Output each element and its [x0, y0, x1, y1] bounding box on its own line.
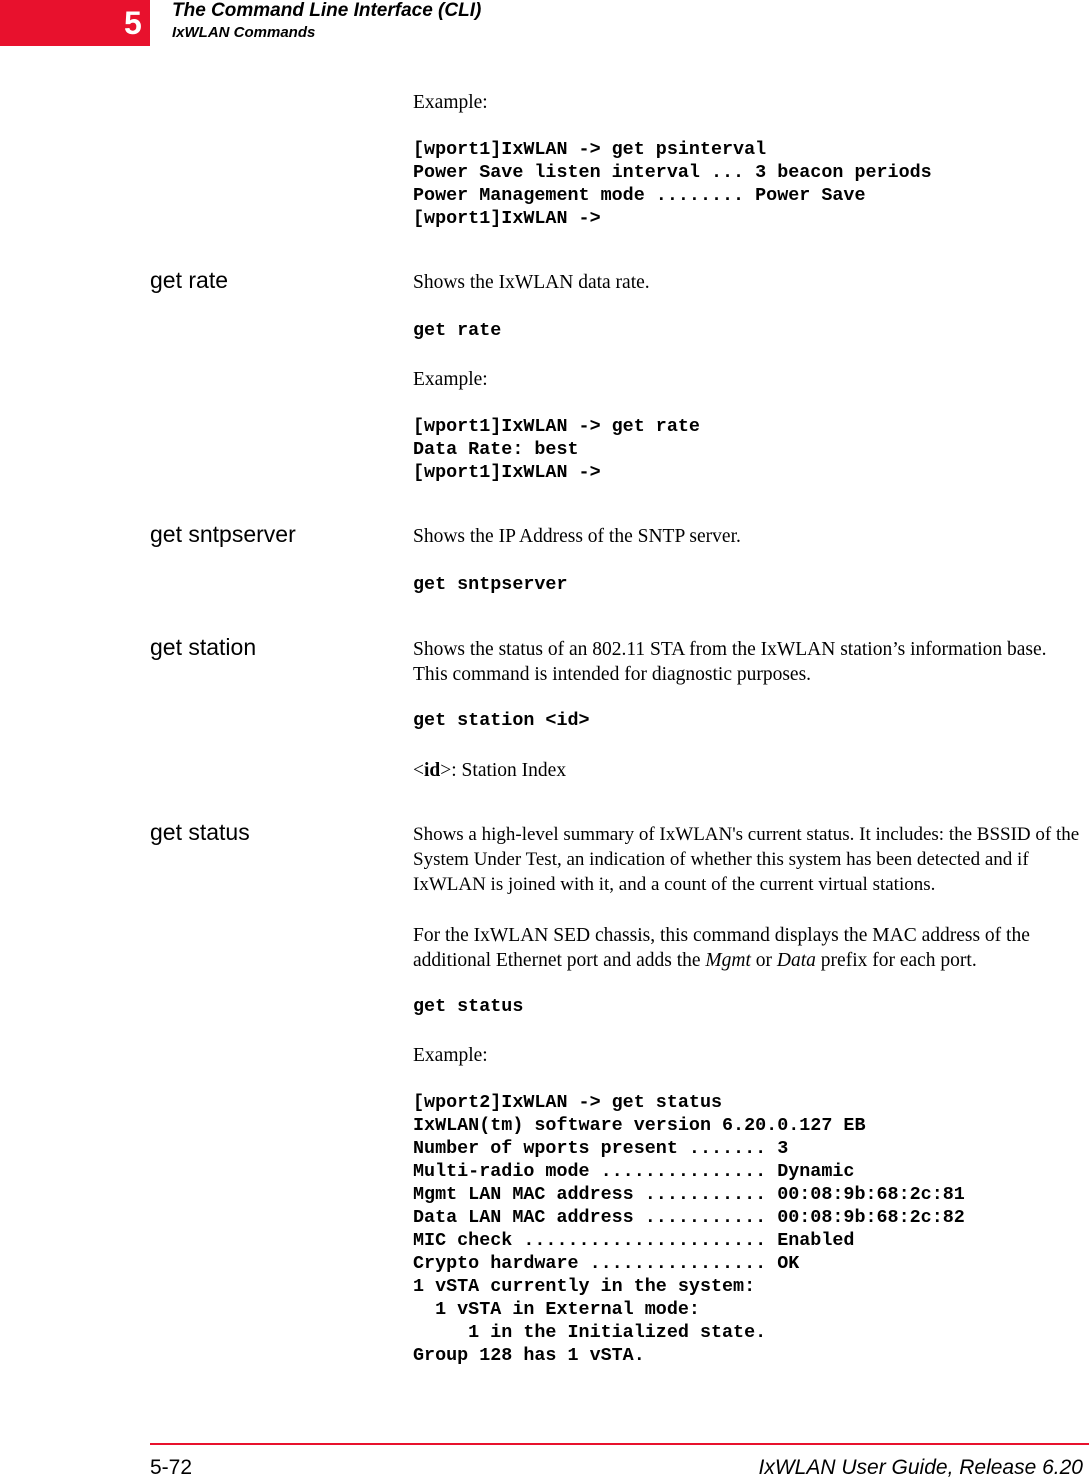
sed-note-get-status [413, 923, 1085, 973]
param-name: id [424, 760, 441, 781]
command-heading-get-status: get status [150, 819, 250, 845]
param-close: > [440, 760, 452, 781]
description-get-station: Shows the status of an 802.11 STA from the IxWLAN station’s information base. This command is intended for diagnostic purposes. [413, 639, 1047, 685]
footer-rule [150, 1443, 1089, 1445]
code-block-psinterval: [wport1]IxWLAN -> get psinterval Power Save listen interval ... 3 beacon periods Power Management mode ........ Power Save [wport1]IxWLAN -> [413, 139, 932, 229]
sed-data: Data [776, 950, 816, 971]
param-description: : Station Index [451, 760, 567, 781]
example-label: Example: [413, 369, 488, 390]
param-open: < [413, 760, 424, 781]
syntax-get-sntpserver: get sntpserver [413, 574, 568, 595]
sed-text-1: For the IxWLAN SED chassis, this command displays the MAC address of the additional Ethernet port and adds the [413, 925, 1030, 971]
example-label: Example: [413, 1045, 488, 1066]
sed-text-2: prefix for each port. [815, 950, 977, 971]
description-get-rate: Shows the IxWLAN data rate. [413, 272, 650, 293]
code-block-get-rate: [wport1]IxWLAN -> get rate Data Rate: best [wport1]IxWLAN -> [413, 416, 700, 483]
description-get-sntpserver: Shows the IP Address of the SNTP server. [413, 526, 741, 547]
syntax-get-station: get station <id> [413, 710, 590, 731]
header-title: The Command Line Interface (CLI) [172, 0, 482, 21]
example-label: Example: [413, 92, 488, 113]
command-heading-get-station: get station [150, 634, 257, 660]
command-heading-get-sntpserver: get sntpserver [150, 521, 296, 547]
sed-or: or [750, 950, 777, 971]
description-get-status: Shows a high-level summary of IxWLAN's current status. It includes: the BSSID of the System Under Test, an indication of whether this system has been detected and if IxWLAN is joined with it, and a count of the current virtual stations. [413, 824, 1080, 895]
sed-mgmt: Mgmt [705, 950, 751, 971]
footer-document-title: IxWLAN User Guide, Release 6.20 [758, 1456, 1083, 1479]
footer-page-number: 5-72 [150, 1456, 193, 1479]
param-get-station [413, 758, 1085, 783]
syntax-get-status: get status [413, 996, 524, 1017]
chapter-number: 5 [124, 5, 142, 41]
command-heading-get-rate: get rate [150, 267, 228, 293]
code-block-get-status: [wport2]IxWLAN -> get status IxWLAN(tm) software version 6.20.0.127 EB Number of wports present ....... 3 Multi-radio mode ............... Dynamic Mgmt LAN MAC address ........... 00:08:9b:68:2c:81 Data LAN MAC address ........... 00:08:9b:68:2c:82 MIC check ...................... Enabled Crypto hardware ................ OK 1 vSTA currently in the system: 1 vSTA in External mode: 1 in the Initialized state. Group 128 has 1 vSTA. [413, 1092, 965, 1366]
syntax-get-rate: get rate [413, 320, 502, 341]
header-subtitle: IxWLAN Commands [172, 24, 316, 41]
